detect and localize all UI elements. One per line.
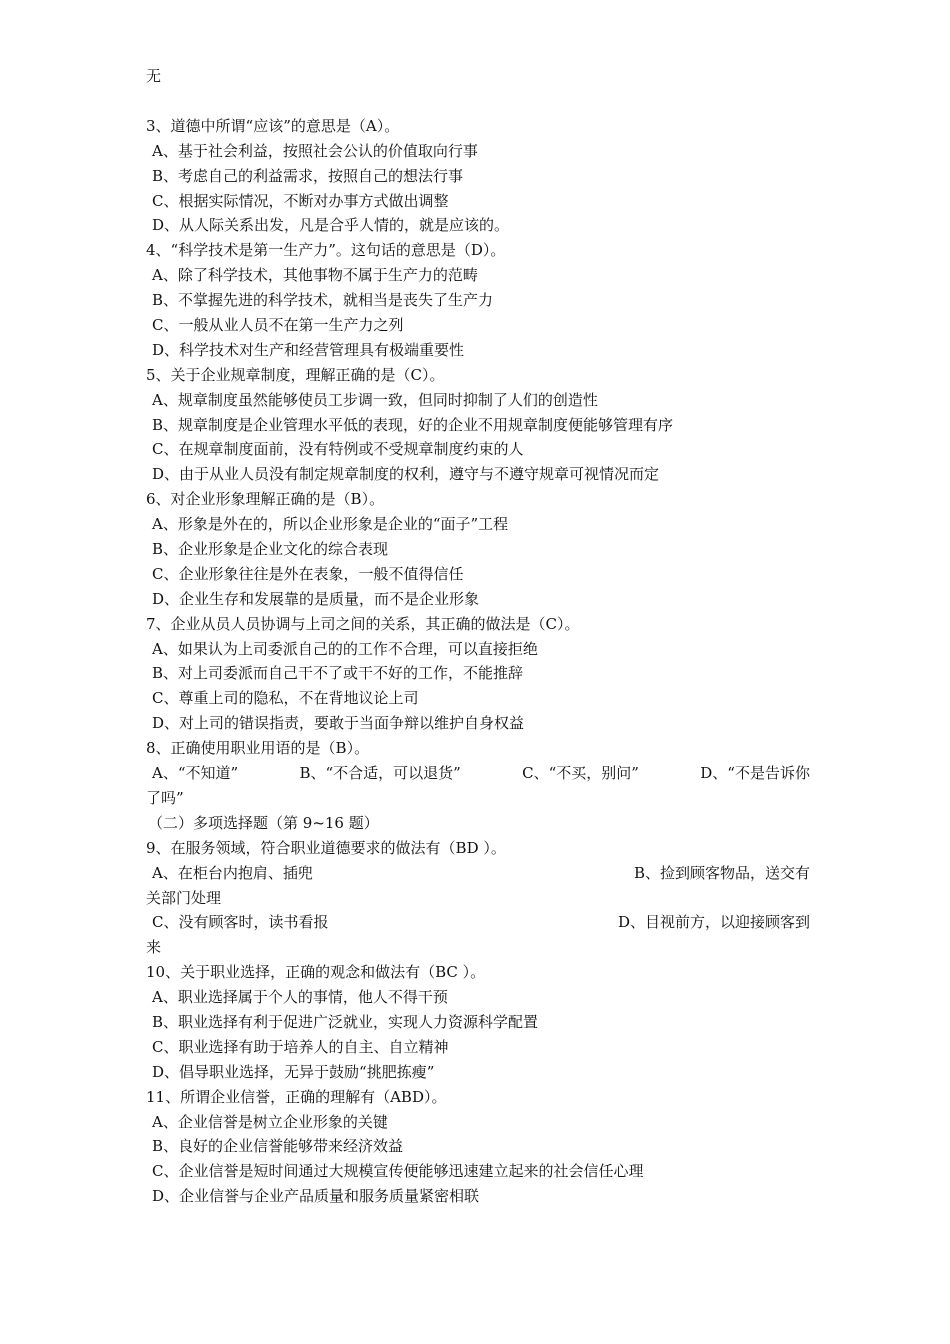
question-5-stem: 5、关于企业规章制度，理解正确的是（C）。 (146, 365, 445, 384)
question-5-option-b: B、规章制度是企业管理水平低的表现，好的企业不用规章制度便能够管理有序 (152, 415, 674, 434)
question-10-option-d: D、倡导职业选择，无异于鼓励“挑肥拣瘦” (152, 1062, 435, 1081)
question-9-row-1 (146, 861, 810, 886)
question-3-option-d: D、从人际关系出发，凡是合乎人情的，就是应该的。 (152, 216, 510, 235)
question-9-option-b-wrap: 关部门处理 (146, 888, 222, 907)
question-9-option-c: C、没有顾客时，读书看报 (152, 913, 329, 932)
question-6-stem: 6、对企业形象理解正确的是（B）。 (146, 490, 385, 509)
question-9-option-d-wrap: 来 (146, 938, 162, 957)
question-5-option-d: D、由于从业人员没有制定规章制度的权利，遵守与不遵守规章可视情况而定 (152, 465, 660, 484)
question-9-option-a: A、在柜台内抱肩、插兜 (152, 863, 313, 882)
question-3-option-c: C、根据实际情况，不断对办事方式做出调整 (152, 191, 449, 210)
question-7-option-b: B、对上司委派而自己干不了或干不好的工作，不能推辞 (152, 664, 524, 683)
question-6-option-c: C、企业形象往往是外在表象，一般不值得信任 (152, 564, 464, 583)
question-10-option-a: A、职业选择属于个人的事情，他人不得干预 (152, 988, 448, 1007)
question-8-options-row (146, 761, 810, 786)
question-7-option-a: A、如果认为上司委派自己的的工作不合理，可以直接拒绝 (152, 639, 538, 658)
question-11-option-a: A、企业信誉是树立企业形象的关键 (152, 1112, 388, 1131)
question-10-option-b: B、职业选择有利于促进广泛就业，实现人力资源科学配置 (152, 1012, 539, 1031)
question-4-option-c: C、一般从业人员不在第一生产力之列 (152, 316, 404, 335)
question-3-option-b: B、考虑自己的利益需求，按照自己的想法行事 (152, 166, 464, 185)
question-8-option-d: D、“不是告诉你 (700, 764, 810, 783)
question-11-option-b: B、良好的企业信誉能够带来经济效益 (152, 1137, 404, 1156)
question-8-option-c: C、“不买，别问” (522, 764, 639, 783)
question-4-option-a: A、除了科学技术，其他事物不属于生产力的范畴 (152, 266, 478, 285)
section-heading-multiple-choice: （二）多项选择题（第 9~16 题） (148, 813, 379, 832)
question-7-option-d: D、对上司的错误指责，要敢于当面争辩以维护自身权益 (152, 714, 525, 733)
question-6-option-a: A、形象是外在的，所以企业形象是企业的“面子”工程 (152, 515, 509, 534)
question-4-stem: 4、“科学技术是第一生产力”。这句话的意思是（D）。 (146, 241, 506, 260)
question-11-option-d: D、企业信誉与企业产品质量和服务质量紧密相联 (152, 1187, 480, 1206)
header-text: 无 (146, 67, 162, 85)
question-4-option-d: D、科学技术对生产和经营管理具有极端重要性 (152, 340, 465, 359)
question-11-stem: 11、所谓企业信誉，正确的理解有（ABD）。 (146, 1087, 447, 1106)
question-6-option-b: B、企业形象是企业文化的综合表现 (152, 540, 389, 559)
question-9-row-2 (146, 910, 810, 935)
question-10-option-c: C、职业选择有助于培养人的自主、自立精神 (152, 1037, 449, 1056)
question-7-option-c: C、尊重上司的隐私，不在背地议论上司 (152, 689, 419, 708)
question-8-stem: 8、正确使用职业用语的是（B）。 (146, 739, 370, 758)
question-8-option-d-wrap: 了吗” (146, 788, 184, 807)
question-8-option-b: B、“不合适，可以退货” (299, 764, 461, 783)
question-6-option-d: D、企业生存和发展靠的是质量，而不是企业形象 (152, 589, 480, 608)
document-page (146, 64, 810, 1209)
question-10-stem: 10、关于职业选择，正确的观念和做法有（BC ）。 (146, 963, 486, 982)
question-9-stem: 9、在服务领域，符合职业道德要求的做法有（BD ）。 (146, 838, 506, 857)
question-8-option-a: A、“不知道” (152, 764, 239, 783)
question-7-stem: 7、企业从员人员协调与上司之间的关系，其正确的做法是（C）。 (146, 614, 580, 633)
question-11-option-c: C、企业信誉是短时间通过大规模宣传便能够迅速建立起来的社会信任心理 (152, 1162, 644, 1181)
question-5-option-a: A、规章制度虽然能够使员工步调一致，但同时抑制了人们的创造性 (152, 390, 598, 409)
question-4-option-b: B、不掌握先进的科学技术，就相当是丧失了生产力 (152, 291, 494, 310)
question-3-option-a: A、基于社会利益，按照社会公认的价值取向行事 (152, 141, 478, 160)
question-9-option-d: D、目视前方，以迎接顾客到 (617, 913, 810, 932)
question-5-option-c: C、在规章制度面前，没有特例或不受规章制度约束的人 (152, 440, 524, 459)
question-3-stem: 3、道德中所谓“应该”的意思是（A）。 (146, 116, 400, 135)
question-9-option-b: B、捡到顾客物品，送交有 (633, 863, 810, 882)
